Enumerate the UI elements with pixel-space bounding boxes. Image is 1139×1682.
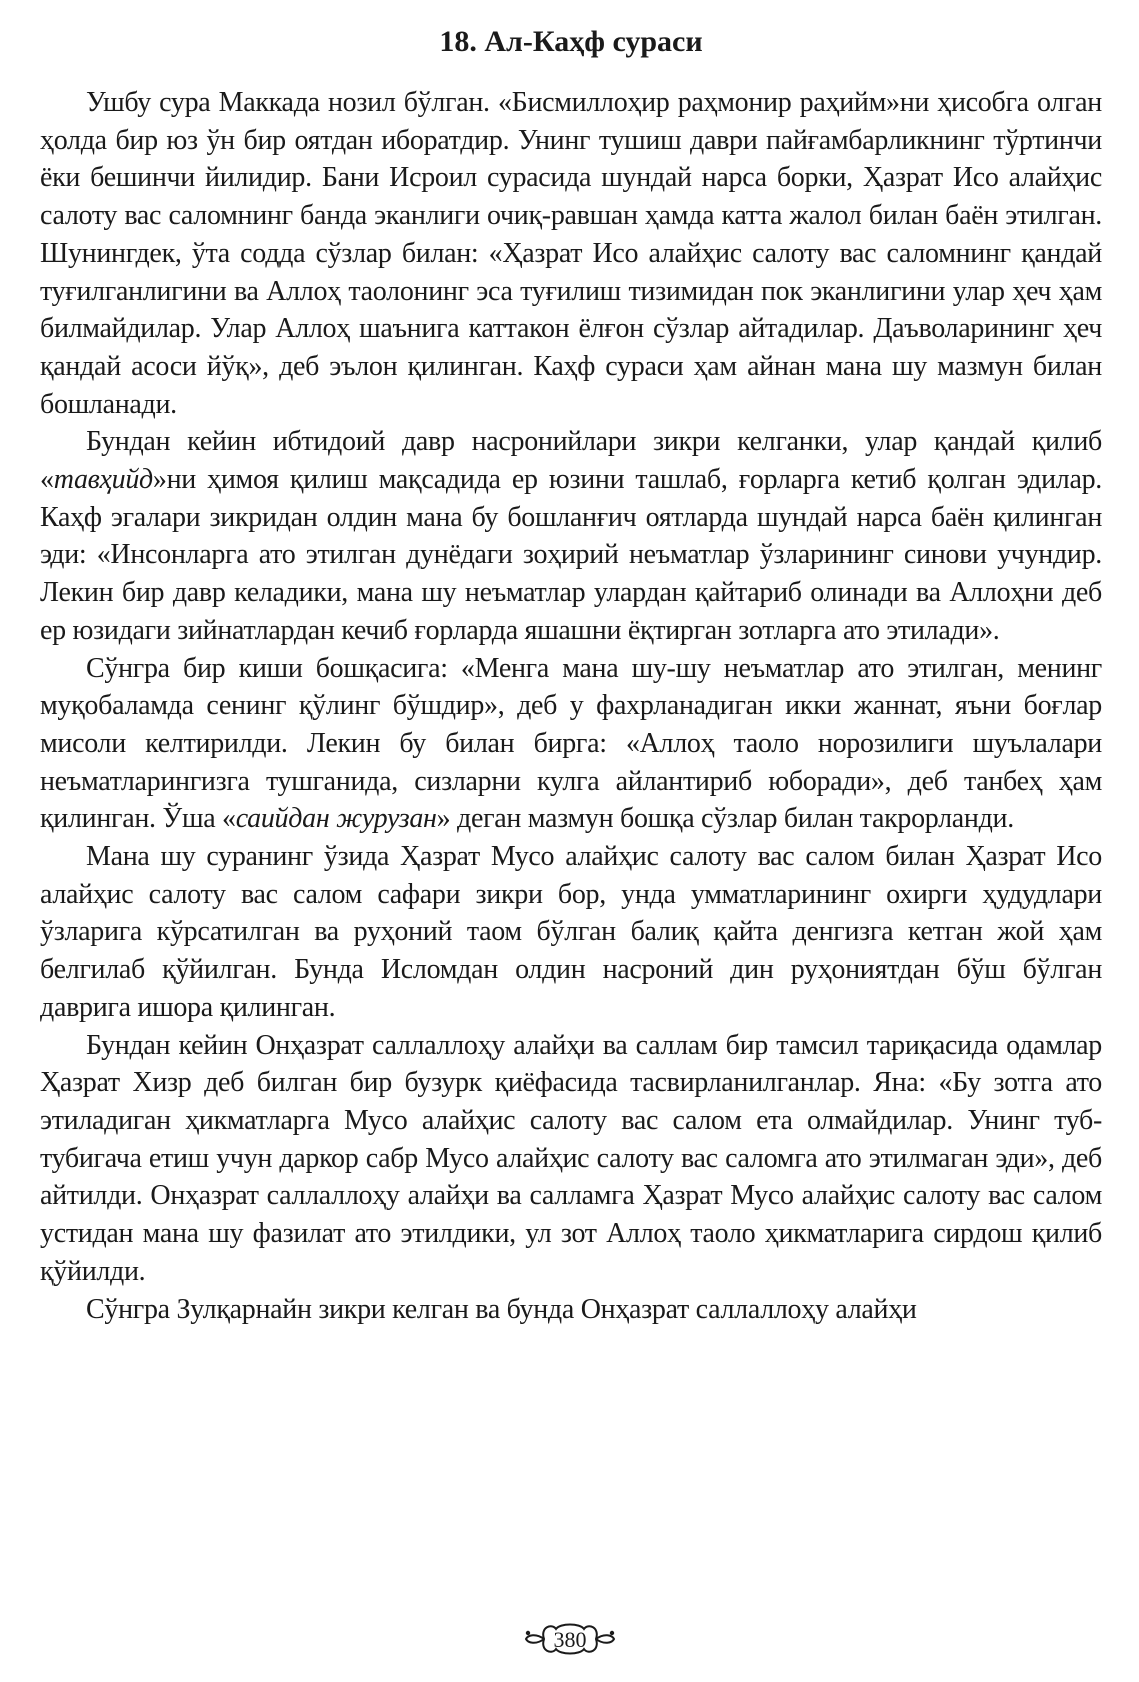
text-run: Сўнгра бир киши бошқасига: «Менга мана шу-шу неъматлар ато этилган, менинг муқобаламда сенинг қўлинг бўшдир», деб у фахрланадиган икки жаннат, яъни боғлар мисоли келтирилди. Лекин бу билан бирга: «Аллоҳ таоло норозилиги шуълалари неъматларингизга тушганида, сизларни кулга айлантириб юборади», деб танбеҳ ҳам қилинган. Ўша «: [40, 652, 1102, 835]
text-run: » деган мазмун бошқа сўзлар билан такрорланди.: [436, 803, 1014, 835]
body-text: [40, 84, 1102, 1328]
text-run: Мана шу суранинг ўзида Ҳазрат Мусо алайҳис салоту вас салом билан Ҳазрат Исо алайҳис салоту вас салом сафари зикри бор, унда умматларининг охирги ҳудудлари ўзларига кўрсатилган ва руҳоний таом бўлган балиқ қайта денгизга кетган жой ҳам белгилаб қўйилган. Бунда Исломдан олдин насроний дин руҳониятдан бўш бўлган даврига ишора қилинган.: [40, 841, 1102, 1023]
page-number: 380: [553, 1627, 586, 1652]
text-run: Бундан кейин ибтидоий давр насронийлари зикри келганки, улар қандай қилиб «: [40, 426, 1102, 496]
paragraph: [40, 1027, 1102, 1291]
text-run: Сўнгра Зулқарнайн зикри келган ва бунда Онҳазрат саллаллоҳу алайҳи: [86, 1293, 917, 1325]
paragraph: [40, 838, 1102, 1027]
ornament-frame-icon: [522, 1617, 618, 1661]
italic-term: саийдан журузан: [235, 803, 437, 835]
text-run: Ушбу сура Маккада нозил бўлган. «Бисмиллоҳир раҳмонир раҳийм»ни ҳисобга олган ҳолда бир юз ўн бир оятдан иборатдир. Унинг тушиш даври пайғамбарликнинг тўртинчи ёки бешинчи йилидир. Бани Исроил сурасида шундай нарса борки, Ҳазрат Исо алайҳис салоту вас саломнинг банда эканлиги очиқ-равшан ҳамда катта жалол билан баён этилган. Шунингдек, ўта содда сўзлар билан: «Ҳазрат Исо алайҳис салоту вас саломнинг қандай туғилганлигини ва Аллоҳ таолонинг эса туғилиш тизимидан пок эканлигини улар ҳеч ҳам билмайдилар. Улар Аллоҳ шаънига каттакон ёлғон сўзлар айтадилар. Даъволарининг ҳеч қандай асоси йўқ», деб эълон қилинган. Каҳф сураси ҳам айнан мана шу мазмун билан бошланади.: [40, 87, 1102, 420]
paragraph: [40, 423, 1102, 649]
page: [40, 22, 1102, 1328]
paragraph: [40, 84, 1102, 423]
italic-term: тавҳийд: [53, 464, 153, 496]
page-number-ornament: [0, 1617, 1139, 1661]
text-run: »ни ҳимоя қилиш мақсадида ер юзини ташлаб, ғорларга кетиб қолган эдилар. Каҳф эгалари зикридан олдин мана бу бошланғич оятларда шундай нарса баён қилинган эди: «Инсонларга ато этилган дунёдаги зоҳирий неъматлар ўзларининг синови учундир. Лекин бир давр келадики, мана шу неъматлар улардан қайтариб олинади ва Аллоҳни деб ер юзидаги зийнатлардан кечиб ғорларда яшашни ёқтирган зотларга ато этилади».: [40, 464, 1102, 646]
paragraph: [40, 1291, 1102, 1329]
paragraph: [40, 650, 1102, 839]
chapter-title: 18. Ал-Каҳф сураси: [439, 25, 703, 58]
text-run: Бундан кейин Онҳазрат саллаллоҳу алайҳи ва саллам бир тамсил тариқасида одамлар Ҳазрат Хизр деб билган бир бузурк қиёфасида тасвирланилганлар. Яна: «Бу зотга ато этиладиган ҳикматларга Мусо алайҳис салоту вас салом ета олмайдилар. Унинг туб-тубигача етиш учун даркор сабр Мусо алайҳис салоту вас саломга ато этилмаган эди», деб айтилди. Онҳазрат саллаллоҳу алайҳи ва салламга Ҳазрат Мусо алайҳис салоту вас салом устидан мана шу фазилат ато этилдики, ул зот Аллоҳ таоло ҳикматларига сирдош қилиб қўйилди.: [40, 1029, 1102, 1287]
